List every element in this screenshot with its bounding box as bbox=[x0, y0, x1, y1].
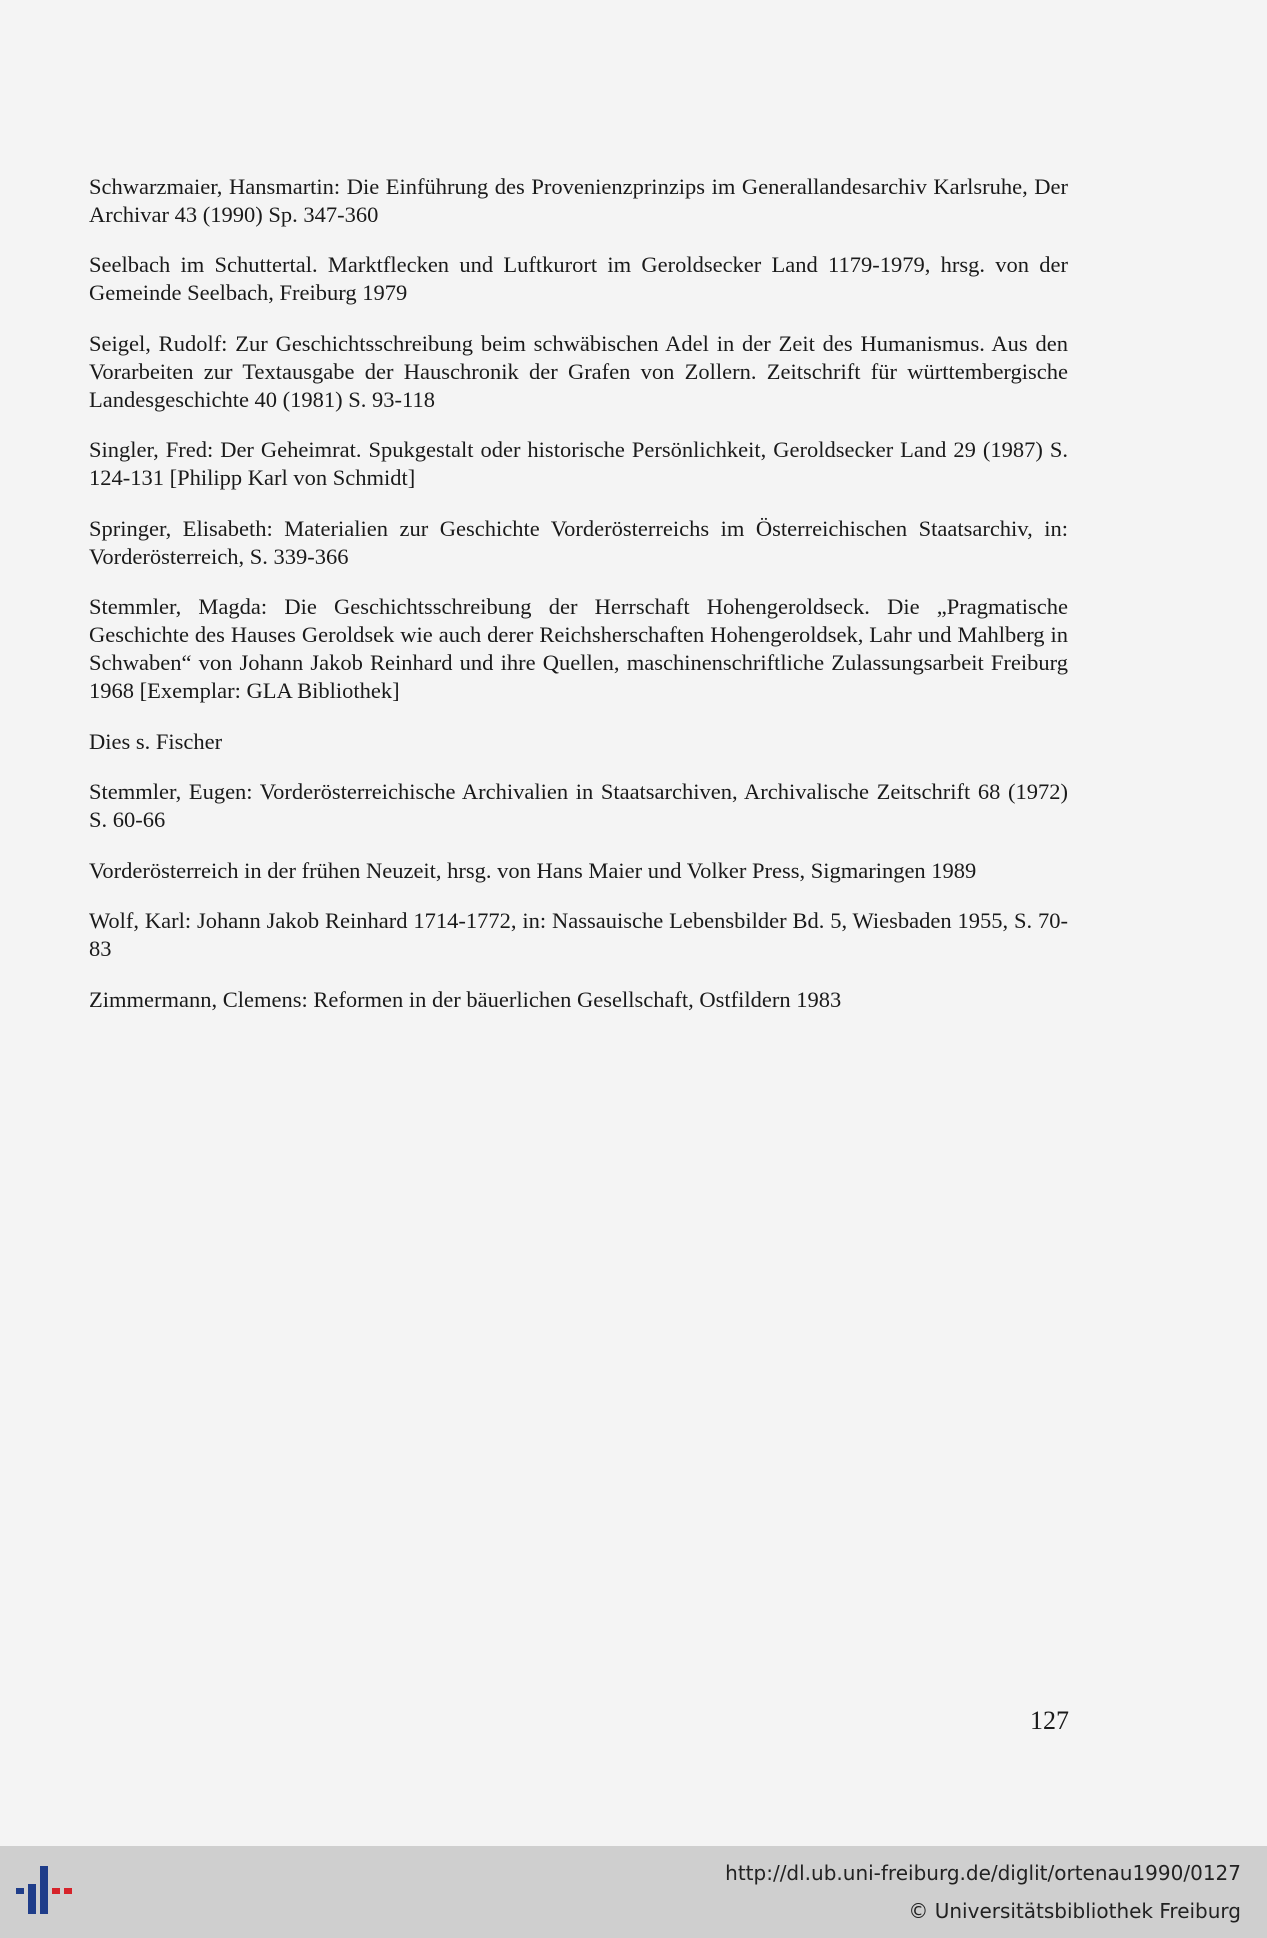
document-url-link[interactable]: http://dl.ub.uni-freiburg.de/diglit/ortenau1990/0127 bbox=[725, 1861, 1241, 1885]
copyright-notice: © Universitätsbibliothek Freiburg bbox=[908, 1899, 1241, 1923]
ub-freiburg-logo-icon[interactable] bbox=[16, 1860, 80, 1924]
bibliography-entry: Vorderösterreich in der frühen Neuzeit, hrsg. von Hans Maier und Volker Press, Sigmaringen 1989 bbox=[89, 857, 977, 883]
viewer-footer bbox=[0, 1846, 1267, 1938]
bibliography-entry: Dies s. Fischer bbox=[89, 728, 223, 754]
bibliography-entry: Seelbach im Schuttertal. Marktflecken und Luftkurort im Geroldsecker Land 1179-1979, hrsg. von der Gemeinde Seelbach, Freiburg 1979 bbox=[89, 252, 1068, 305]
bibliography-entry: Zimmermann, Clemens: Reformen in der bäuerlichen Gesellschaft, Ostfildern 1983 bbox=[89, 986, 842, 1012]
bibliography-entry: Wolf, Karl: Johann Jakob Reinhard 1714-1772, in: Nassauische Lebensbilder Bd. 5, Wiesbaden 1955, S. 70-83 bbox=[89, 908, 1068, 961]
bibliography-entry: Schwarzmaier, Hansmartin: Die Einführung des Provenienzprinzips im Generallandesarchiv Karlsruhe, Der Archivar 43 (1990) Sp. 347-360 bbox=[89, 173, 1068, 227]
bibliography-entry: Springer, Elisabeth: Materialien zur Geschichte Vorderösterreichs im Österreichischen Staatsarchiv, in: Vorderösterreich, S. 339-366 bbox=[89, 515, 1068, 569]
bibliography-list bbox=[89, 150, 1068, 1024]
bibliography-entry: Singler, Fred: Der Geheimrat. Spukgestalt oder historische Persönlichkeit, Geroldsecker Land 29 (1987) S. 124-131 [Philipp Karl von Schmidt] bbox=[89, 437, 1068, 490]
bibliography-entry: Seigel, Rudolf: Zur Geschichtsschreibung beim schwäbischen Adel in der Zeit des Humanismus. Aus den Vorarbeiten zur Textausgabe der Hauschronik der Grafen von Zollern. Zeitschrift für württembergische Landesgeschichte 40 (1981) S. 93-118 bbox=[89, 330, 1068, 412]
bibliography-entry: Stemmler, Eugen: Vorderösterreichische Archivalien in Staatsarchiven, Archivalische Zeitschrift 68 (1972) S. 60-66 bbox=[89, 779, 1068, 832]
bibliography-entry: Stemmler, Magda: Die Geschichtsschreibung der Herrschaft Hohengeroldseck. Die „Pragmatische Geschichte des Hauses Geroldsek wie auch derer Reichsherschaften Hohengeroldsek, Lahr und Mahlberg in Schwaben“ von Johann Jakob Reinhard und ihre Quellen, maschinenschriftliche Zulassungsarbeit Freiburg 1968 [Exemplar: GLA Bibliothek] bbox=[89, 594, 1068, 703]
page-number: 127 bbox=[1030, 1706, 1069, 1735]
